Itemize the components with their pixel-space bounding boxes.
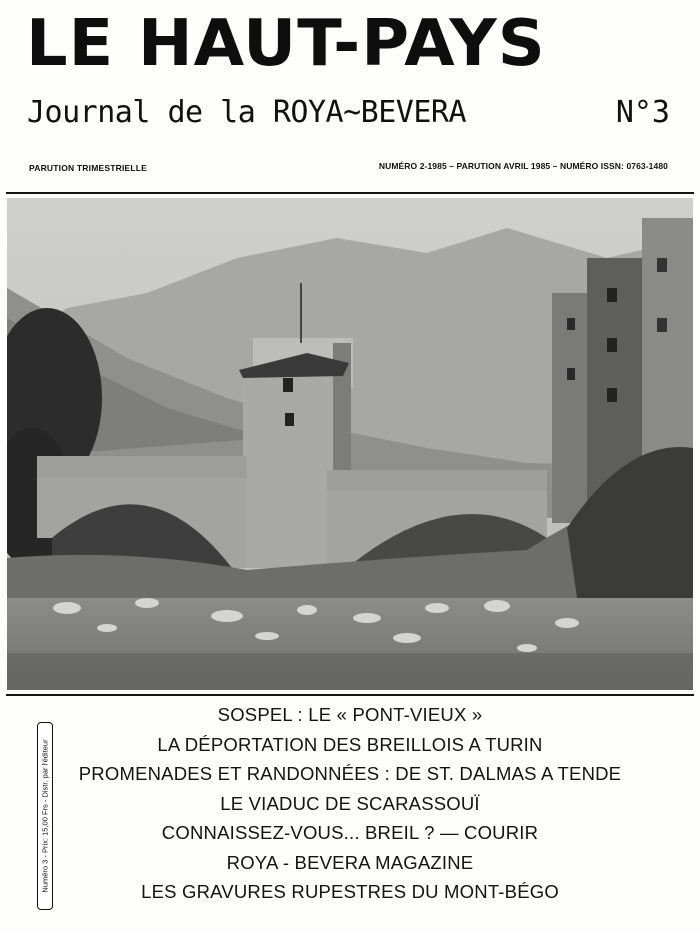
- price-tag-text: Numéro 3 - Prix: 15,00 Frs - Distr. par l'éditeur: [40, 739, 50, 893]
- top-rule: [6, 192, 694, 194]
- bottom-rule: [6, 694, 694, 696]
- headline-3: PROMENADES ET RANDONNÉES : DE ST. DALMAS A TENDE: [78, 763, 622, 784]
- price-tag: [37, 722, 53, 910]
- masthead-title: LE HAUT-PAYS: [26, 7, 546, 81]
- publication-info: NUMÉRO 2-1985 – PARUTION AVRIL 1985 – NUMÉRO ISSN: 0763-1480: [378, 161, 668, 171]
- headline-4: LE VIADUC DE SCARASSOUÏ: [220, 792, 480, 814]
- cover-photo: [7, 198, 693, 690]
- headline-7: LES GRAVURES RUPESTRES DU MONT-BÉGO: [141, 881, 559, 902]
- issue-number: N°3: [615, 95, 670, 130]
- frequency-label: PARUTION TRIMESTRIELLE: [29, 163, 148, 173]
- headline-1: SOSPEL : LE « PONT-VIEUX »: [217, 704, 483, 725]
- headline-2: LA DÉPORTATION DES BREILLOIS A TURIN: [157, 733, 543, 755]
- contents-list: [60, 700, 640, 907]
- headline-6: ROYA - BEVERA MAGAZINE: [226, 851, 474, 873]
- pont-vieux-photo: [7, 198, 693, 690]
- headline-5: CONNAISSEZ-VOUS... BREIL ? — COURIR: [161, 822, 539, 843]
- masthead-subtitle: Journal de la ROYA~BEVERA: [27, 95, 467, 130]
